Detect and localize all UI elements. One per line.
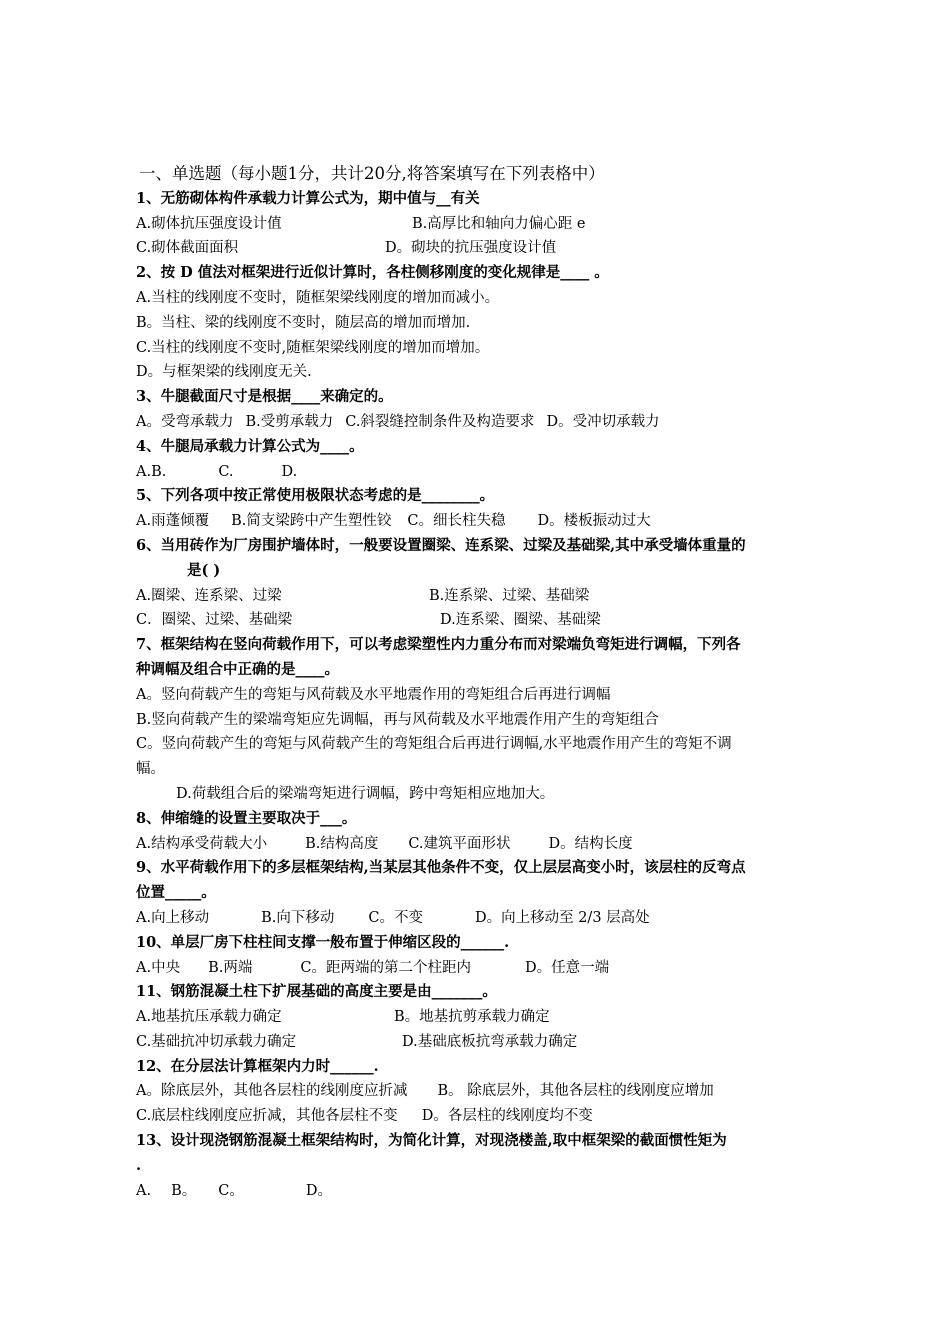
option-b: B。地基抗剪承载力确定 (394, 1009, 550, 1026)
question-9-options (136, 906, 841, 931)
question-12-stem: 12、在分层法计算框架内力时______. (136, 1057, 379, 1075)
question-11-options-row-1 (136, 1005, 841, 1030)
option-b: B。 除底层外，其他各层柱的线刚度应增加 (437, 1083, 714, 1100)
option-c: C.建筑平面形状 (408, 835, 511, 852)
question-2-stem: 2、按 D 值法对框架进行近似计算时，各柱侧移刚度的变化规律是____ 。 (136, 264, 609, 282)
option-d: D。任意一端 (524, 959, 610, 976)
option-c: C。不变 (368, 909, 423, 926)
option-c-cont: 幅。 (136, 761, 165, 778)
option-d: D. (281, 463, 298, 480)
question-6-options-row-2 (136, 608, 841, 633)
option-c: C.斜裂缝控制条件及构造要求 (345, 413, 535, 430)
option-b: B。当柱、梁的线刚度不变时，随层高的增加而增加. (136, 314, 471, 331)
question-13-stem-cont: . (136, 1156, 142, 1174)
question-9-stem: 9、水平荷载作用下的多层框架结构,当某层其他条件不变，仅上层层高变小时，该层柱的反弯点 (136, 859, 746, 877)
question-6-options-row-1 (136, 584, 841, 609)
option-d: D。与框架梁的线刚度无关. (136, 364, 312, 381)
option-a: A。除底层外，其他各层柱的线刚度应折减 (136, 1083, 408, 1100)
question-6-stem: 6、当用砖作为厂房围护墙体时，一般要设置圈梁、连系梁、过梁及基础梁,其中承受墙体重量的 (136, 536, 746, 554)
option-b: B.竖向荷载产生的梁端弯矩应先调幅，再与风荷载及水平地震作用产生的弯矩组合 (136, 711, 659, 728)
option-b: B.受剪承载力 (245, 413, 334, 430)
question-6-stem-cont: 是( ) (187, 561, 221, 579)
option-a: A.圈梁、连系梁、过梁 (136, 587, 282, 604)
option-c: C. (218, 463, 234, 480)
question-8-options (136, 832, 841, 857)
option-d: D。向上移动至 2/3 层高处 (474, 909, 650, 926)
question-13-options (136, 1179, 841, 1204)
question-7-stem-cont: 种调幅及组合中正确的是____。 (136, 660, 339, 678)
exam-page (136, 162, 841, 1203)
option-c: C.基础抗冲切承载力确定 (136, 1033, 297, 1050)
option-d: D。受冲切承载力 (546, 413, 660, 430)
question-11-stem: 11、钢筋混凝土柱下扩展基础的高度主要是由_______。 (136, 983, 497, 1001)
question-3-options (136, 410, 841, 435)
question-12-options-row-1 (136, 1079, 841, 1104)
option-b: B.高厚比和轴向力偏心距 e (412, 215, 586, 232)
option-c: C.底层柱线刚度应折减，其他各层柱不变 (136, 1108, 398, 1125)
option-a: A.当柱的线刚度不变时，随框架梁线刚度的增加而减小。 (136, 289, 500, 306)
option-d: D。 (305, 1182, 332, 1199)
option-c: C。细长柱失稳 (407, 513, 506, 530)
question-1-options-row-2 (136, 236, 841, 261)
option-b: B.连系梁、过梁、基础梁 (429, 587, 590, 604)
option-a: A.中央 (136, 959, 181, 976)
option-c: C.当柱的线刚度不变时,随框架梁线刚度的增加而增加。 (136, 339, 490, 356)
option-a: A. (136, 1182, 152, 1199)
option-b: B.简支梁跨中产生塑性铰 (231, 513, 392, 530)
option-a: A.向上移动 (136, 909, 210, 926)
question-10-stem: 10、单层厂房下柱柱间支撑一般布置于伸缩区段的______. (136, 933, 510, 951)
question-11-options-row-2 (136, 1030, 841, 1055)
option-a: A。竖向荷载产生的弯矩与风荷载及水平地震作用的弯矩组合后再进行调幅 (136, 686, 611, 703)
option-b: B.向下移动 (261, 909, 335, 926)
option-d: D。各层柱的线刚度均不变 (421, 1108, 593, 1125)
option-d: D。楼板振动过大 (537, 513, 651, 530)
question-1-options-row-1 (136, 212, 841, 237)
option-a: A.砌体抗压强度设计值 (136, 215, 282, 232)
question-13-stem: 13、设计现浇钢筋混凝土框架结构时，为简化计算，对现浇楼盖,取中框架梁的截面惯性矩为 (136, 1132, 727, 1150)
option-a: A。受弯承载力 (136, 413, 234, 430)
option-b: B.两端 (208, 959, 253, 976)
question-7-stem: 7、框架结构在竖向荷载作用下，可以考虑梁塑性内力重分布而对梁端负弯矩进行调幅，下列各 (136, 636, 741, 654)
option-b: B。 (171, 1182, 197, 1199)
option-c: C。 (218, 1182, 244, 1199)
option-c: C。距两端的第二个柱距内 (300, 959, 471, 976)
option-d: D.连系梁、圈梁、基础梁 (440, 612, 601, 629)
question-5-options (136, 509, 841, 534)
option-ab: A.B. (136, 463, 167, 480)
question-3-stem: 3、牛腿截面尺寸是根据____来确定的。 (136, 388, 393, 406)
question-1-stem: 1、无筋砌体构件承载力计算公式为，期中值与__有关 (136, 189, 480, 207)
option-c: C.砌体截面面积 (136, 240, 239, 257)
option-d: D.基础底板抗弯承载力确定 (402, 1033, 578, 1050)
option-c: C．圈梁、过梁、基础梁 (136, 612, 293, 629)
option-d: D。结构长度 (548, 835, 633, 852)
option-a: A.雨蓬倾覆 (136, 513, 210, 530)
option-b: B.结构高度 (305, 835, 379, 852)
question-12-options-row-2 (136, 1104, 841, 1129)
question-5-stem: 5、下列各项中按正常使用极限状态考虑的是________。 (136, 487, 495, 505)
option-d: D.荷载组合后的梁端弯矩进行调幅，跨中弯矩相应地加大。 (176, 785, 555, 802)
question-10-options (136, 956, 841, 981)
option-a: A.结构承受荷载大小 (136, 835, 268, 852)
option-c: C。竖向荷载产生的弯矩与风荷载产生的弯矩组合后再进行调幅,水平地震作用产生的弯矩不调 (136, 736, 732, 753)
section-title: 一、单选题（每小题1分，共计20分,将答案填写在下列表格中） (139, 164, 605, 183)
question-9-stem-cont: 位置_____。 (136, 884, 216, 902)
option-a: A.地基抗压承载力确定 (136, 1009, 282, 1026)
question-8-stem: 8、伸缩缝的设置主要取决于___。 (136, 809, 357, 827)
question-4-stem: 4、牛腿局承载力计算公式为____。 (136, 437, 364, 455)
option-d: D。砌块的抗压强度设计值 (385, 240, 557, 257)
question-4-options (136, 460, 841, 485)
